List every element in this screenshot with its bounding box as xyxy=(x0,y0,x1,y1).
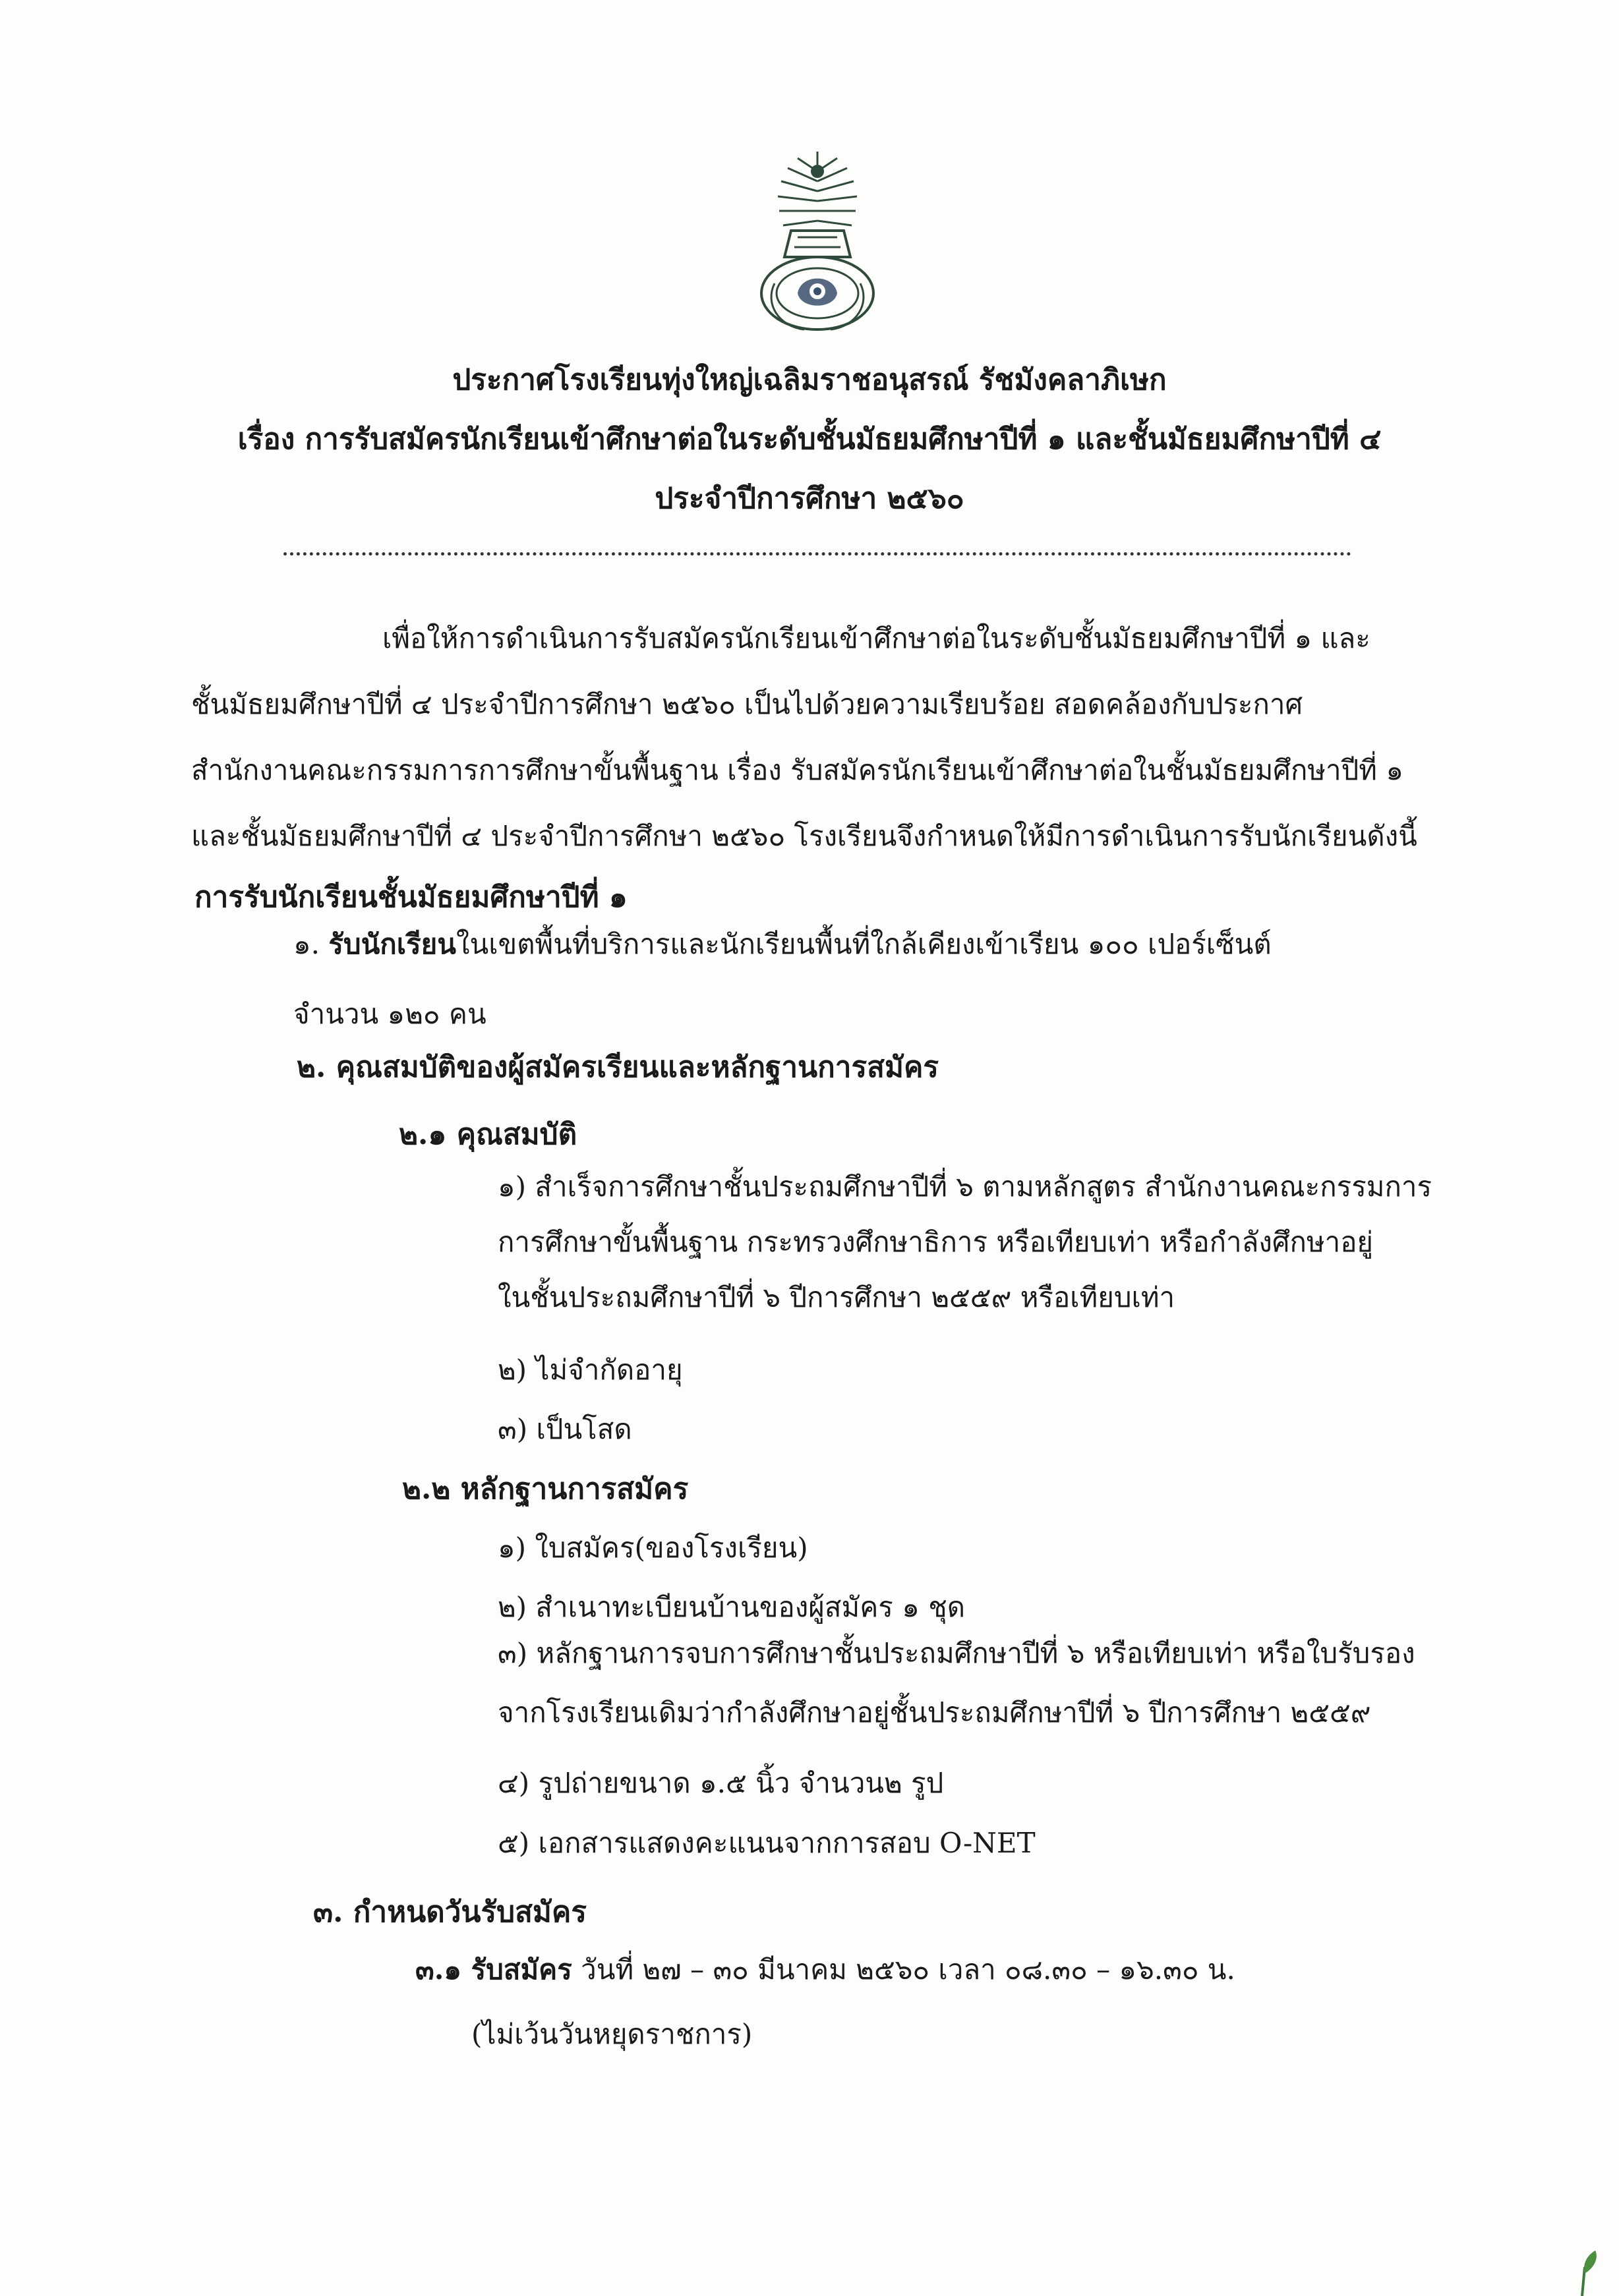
document-line-4: จากโรงเรียนเดิมว่ากำลังศึกษาอยู่ชั้นประถมศึกษาปีที่ ๖ ปีการศึกษา ๒๕๕๙ xyxy=(498,1696,1371,1729)
item3-sub1-label: ๓.๑ รับสมัคร xyxy=(415,1953,572,1986)
announcement-year: ประจำปีการศึกษา ๒๕๖๐ xyxy=(655,482,964,515)
item2-sub2-heading: ๒.๒ หลักฐานการสมัคร xyxy=(402,1472,689,1506)
qualification-line-5: ๓) เป็นโสด xyxy=(498,1413,632,1445)
qualification-line-1: ๑) สำเร็จการศึกษาชั้นประถมศึกษาปีที่ ๖ ตามหลักสูตร สำนักงานคณะกรรมการ xyxy=(498,1170,1432,1203)
school-emblem-icon xyxy=(751,145,883,343)
item3-note: (ไม่เว้นวันหยุดราชการ) xyxy=(471,2018,753,2050)
document-line-2: ๒) สำเนาทะเบียนบ้านของผู้สมัคร ๑ ชุด xyxy=(498,1591,965,1623)
item3-sub1-text: วันที่ ๒๗ – ๓๐ มีนาคม ๒๕๖๐ เวลา ๐๘.๓๐ – ๑๖.๓๐ น. xyxy=(572,1953,1235,1986)
item1-text: ในเขตพื้นที่บริการและนักเรียนพื้นที่ใกล้เคียงเข้าเรียน ๑๐๐ เปอร์เซ็นต์ xyxy=(456,928,1272,960)
qualification-line-3: ในชั้นประถมศึกษาปีที่ ๖ ปีการศึกษา ๒๕๕๙ หรือเทียบเท่า xyxy=(498,1281,1175,1313)
item3-heading: ๓. กำหนดวันรับสมัคร xyxy=(313,1895,587,1929)
intro-line-4: และชั้นมัธยมศึกษาปีที่ ๔ ประจำปีการศึกษา ๒๕๖๐ โรงเรียนจึงกำหนดให้มีการดำเนินการรับนักเรียนดังนี้ xyxy=(191,820,1417,852)
item3-sub1-line xyxy=(415,1953,1235,1986)
qualification-line-2: การศึกษาขั้นพื้นฐาน กระทรวงศึกษาธิการ หรือเทียบเท่า หรือกำลังศึกษาอยู่ xyxy=(498,1226,1374,1258)
leaf-mark-icon xyxy=(1562,2241,1602,2296)
item1-count: จำนวน ๑๒๐ คน xyxy=(293,998,486,1030)
announcement-title: ประกาศโรงเรียนทุ่งใหญ่เฉลิมราชอนุสรณ์ รัชมังคลาภิเษก xyxy=(452,363,1167,397)
intro-line-1: เพื่อให้การดำเนินการรับสมัครนักเรียนเข้าศึกษาต่อในระดับชั้นมัธยมศึกษาปีที่ ๑ และ xyxy=(382,622,1370,654)
document-line-6: ๕) เอกสารแสดงคะแนนจากการสอบ O-NET xyxy=(498,1827,1036,1859)
intro-line-2: ชั้นมัธยมศึกษาปีที่ ๔ ประจำปีการศึกษา ๒๕๖๐ เป็นไปด้วยความเรียบร้อย สอดคล้องกับประกาศ xyxy=(191,688,1303,720)
document-line-3: ๓) หลักฐานการจบการศึกษาชั้นประถมศึกษาปีที่ ๖ หรือเทียบเท่า หรือใบรับรอง xyxy=(498,1637,1415,1669)
item2-heading: ๒. คุณสมบัติของผู้สมัครเรียนและหลักฐานการสมัคร xyxy=(297,1050,939,1084)
document-line-5: ๔) รูปถ่ายขนาด ๑.๕ นิ้ว จำนวน๒ รูป xyxy=(498,1767,944,1799)
qualification-line-4: ๒) ไม่จำกัดอายุ xyxy=(498,1354,683,1386)
item1-line xyxy=(293,928,1272,960)
item2-sub1-heading: ๒.๑ คุณสมบัติ xyxy=(399,1118,577,1151)
announcement-subject: เรื่อง การรับสมัครนักเรียนเข้าศึกษาต่อในระดับชั้นมัธยมศึกษาปีที่ ๑ และชั้นมัธยมศึกษาปีที่ ๔ xyxy=(237,422,1382,456)
item1-lead: รับนักเรียน xyxy=(328,928,456,960)
document-line-1: ๑) ใบสมัคร(ของโรงเรียน) xyxy=(498,1532,808,1564)
dotted-divider xyxy=(283,552,1351,556)
intro-line-3: สำนักงานคณะกรรมการการศึกษาขั้นพื้นฐาน เรื่อง รับสมัครนักเรียนเข้าศึกษาต่อในชั้นมัธยมศึกษาปีที่ ๑ xyxy=(191,754,1403,786)
section-heading: การรับนักเรียนชั้นมัธยมศึกษาปีที่ ๑ xyxy=(194,880,628,914)
item1-number: ๑. xyxy=(293,928,320,960)
